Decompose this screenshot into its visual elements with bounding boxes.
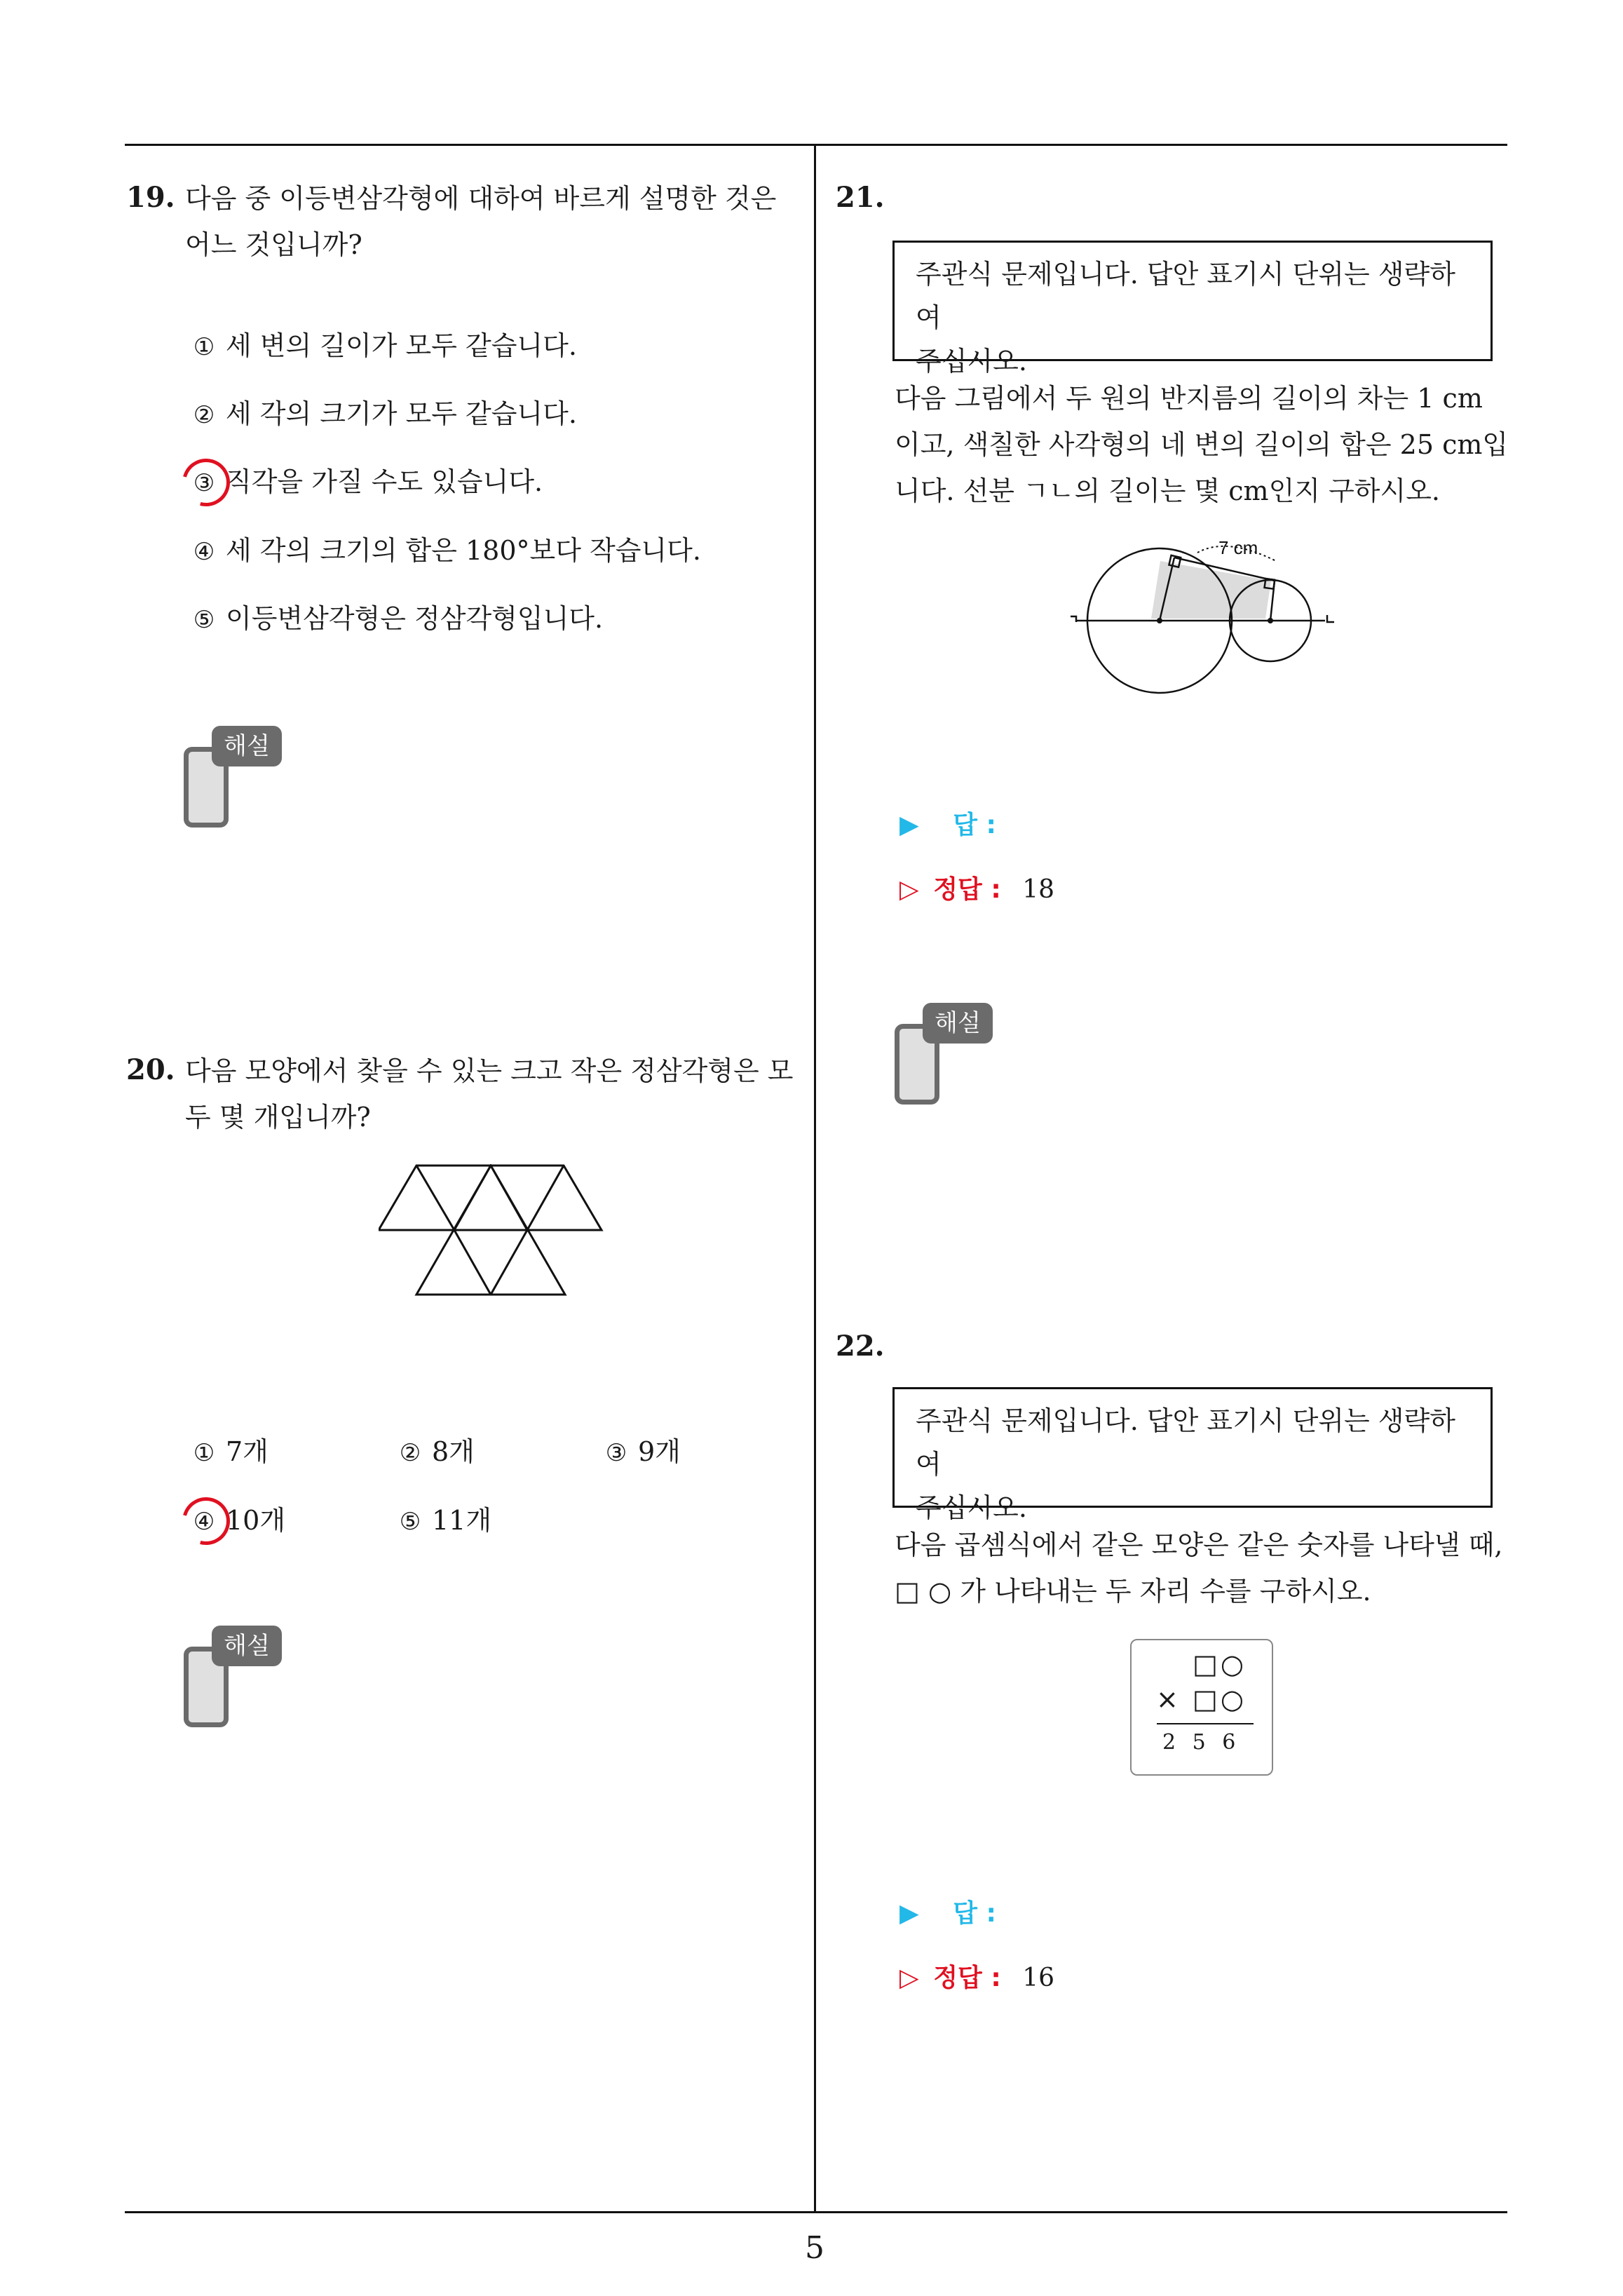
q22-answer-row[interactable]	[899, 1893, 996, 1929]
correct-value: 16	[1022, 1964, 1055, 1992]
q21-notice-line2: 주십시오.	[916, 346, 1027, 377]
choice-text: 7개	[226, 1436, 269, 1467]
q21-explanation-button[interactable]	[895, 1003, 993, 1105]
multiplication-figure	[1130, 1639, 1273, 1776]
choice-number: ②	[193, 401, 215, 429]
q19-number: 19.	[126, 181, 175, 214]
q21-answer-row[interactable]	[899, 805, 996, 841]
choice-text: 11개	[432, 1505, 492, 1536]
choice-number: ④	[193, 538, 215, 566]
q21-question-line2: 이고, 색칠한 사각형의 네 변의 길이의 합은 25 cm입	[895, 429, 1509, 460]
q20-choice-4[interactable]	[191, 1503, 285, 1539]
q20-choice-1[interactable]	[191, 1434, 269, 1471]
selected-choice-mark: ④	[191, 1504, 217, 1539]
choice-text: 직각을 가질 수도 있습니다.	[226, 466, 543, 497]
choice-text: 세 각의 크기의 합은 180°보다 작습니다.	[226, 535, 701, 566]
choice-text: 세 각의 크기가 모두 같습니다.	[226, 398, 577, 429]
triangle-figure	[379, 1164, 610, 1304]
choice-number: ①	[193, 1439, 215, 1467]
q22-notice-line2: 주십시오.	[916, 1492, 1027, 1523]
choice-number: ⑤	[399, 1508, 421, 1536]
q21-question	[895, 375, 1512, 514]
explanation-label: 해설	[923, 1003, 993, 1044]
multiplication-row2: × □○	[1156, 1684, 1247, 1715]
q20-choice-5[interactable]	[397, 1503, 491, 1539]
q19-choice-5[interactable]	[191, 601, 603, 637]
q21-notice-line1: 주관식 문제입니다. 답안 표기시 단위는 생략하여	[916, 259, 1455, 333]
q22-notice-line1: 주관식 문제입니다. 답안 표기시 단위는 생략하여	[916, 1405, 1455, 1480]
q20-choice-2[interactable]	[397, 1434, 475, 1471]
q22-question-line1: 다음 곱셈식에서 같은 모양은 같은 숫자를 나타낼 때,	[895, 1529, 1503, 1560]
q19-choice-1[interactable]	[191, 328, 577, 365]
q22-notice-box	[892, 1387, 1493, 1523]
q20-question-line2: 두 몇 개입니까?	[185, 1102, 371, 1133]
figure-outline-top	[379, 1166, 602, 1230]
figure-length-label: 7 cm	[1218, 537, 1258, 558]
answer-arrow-icon: ▶	[899, 1899, 919, 1928]
q22-correct-row	[899, 1958, 1054, 1994]
q19-question-line1: 다음 중 이등변삼각형에 대하여 바르게 설명한 것은	[185, 183, 777, 214]
q22-question-line2: □ ○ 가 나타내는 두 자리 수를 구하시오.	[895, 1576, 1371, 1607]
choice-text: 이등변삼각형은 정삼각형입니다.	[226, 603, 604, 634]
q21-question-line3: 니다. 선분 ㄱㄴ의 길이는 몇 cm인지 구하시오.	[895, 475, 1440, 506]
circles-figure	[1066, 533, 1346, 694]
q21-notice-box	[892, 241, 1493, 377]
q20-question	[185, 1048, 802, 1140]
correct-arrow-icon: ▷	[899, 1964, 919, 1992]
q19-choice-2[interactable]	[191, 396, 577, 433]
choice-text: 10개	[226, 1505, 286, 1536]
q19-explanation-button[interactable]	[184, 726, 282, 828]
choice-number: ③	[605, 1439, 627, 1467]
bottom-rule	[125, 2211, 1507, 2213]
q19-question	[185, 175, 802, 268]
multiplication-row1: □○	[1192, 1649, 1247, 1680]
q20-question-line1: 다음 모양에서 찾을 수 있는 크고 작은 정삼각형은 모	[185, 1055, 794, 1086]
answer-arrow-icon: ▶	[899, 811, 919, 839]
choice-text: 세 변의 길이가 모두 같습니다.	[226, 330, 577, 361]
q21-correct-row	[899, 870, 1054, 905]
answer-label: 답 :	[953, 1899, 996, 1928]
q20-number: 20.	[126, 1053, 175, 1086]
q21-number: 21.	[836, 181, 885, 214]
choice-text: 8개	[432, 1436, 475, 1467]
q22-number: 22.	[836, 1330, 885, 1363]
correct-arrow-icon: ▷	[899, 875, 919, 904]
q22-question	[895, 1522, 1512, 1614]
correct-label: 정답 :	[933, 1964, 1001, 1992]
multiplication-result: 2 5 6	[1162, 1730, 1236, 1755]
correct-label: 정답 :	[933, 875, 1001, 904]
q20-choice-3[interactable]	[603, 1434, 681, 1471]
selected-choice-mark: ③	[191, 466, 217, 501]
explanation-label: 해설	[212, 726, 282, 767]
q19-question-line2: 어느 것입니까?	[185, 229, 362, 260]
choice-number: ①	[193, 333, 215, 361]
q19-choice-3[interactable]	[191, 464, 543, 501]
q20-explanation-button[interactable]	[184, 1626, 282, 1727]
page-number: 5	[805, 2230, 824, 2266]
q19-choice-4[interactable]	[191, 533, 701, 569]
multiplication-line	[1157, 1723, 1254, 1724]
column-divider	[814, 144, 816, 2213]
choice-number: ⑤	[193, 606, 215, 634]
correct-value: 18	[1022, 875, 1055, 904]
explanation-label: 해설	[212, 1626, 282, 1666]
answer-label: 답 :	[953, 811, 996, 839]
q21-question-line1: 다음 그림에서 두 원의 반지름의 길이의 차는 1 cm	[895, 383, 1483, 414]
choice-text: 9개	[638, 1436, 681, 1467]
choice-number: ②	[399, 1439, 421, 1467]
top-rule	[125, 144, 1507, 146]
